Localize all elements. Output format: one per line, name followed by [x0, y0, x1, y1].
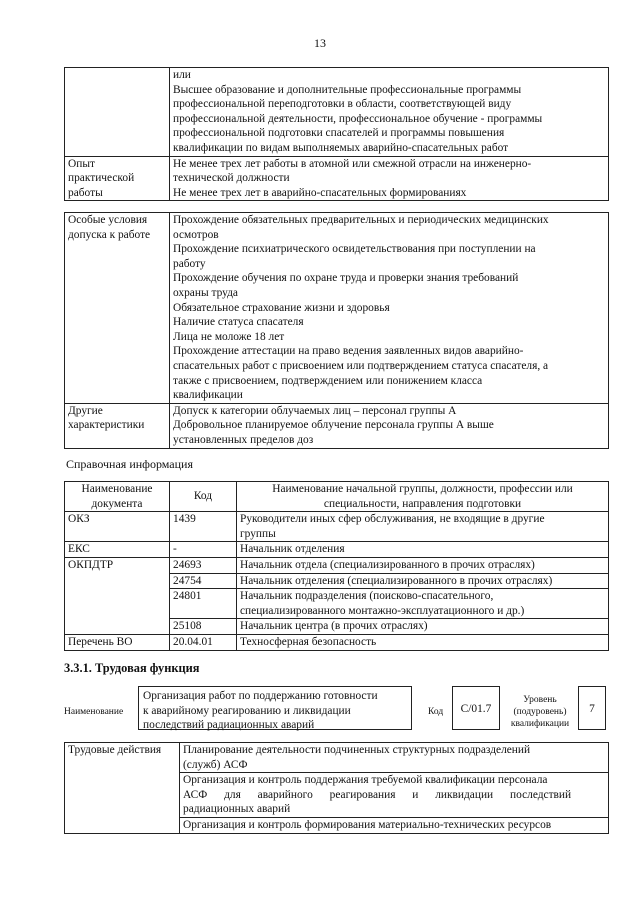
- code-cell: 24693: [170, 557, 237, 573]
- function-code-label: Код: [428, 707, 444, 717]
- education-line: профессиональной переподготовки в области, соответствующей виду: [173, 98, 512, 111]
- other-label-line: характеристики: [68, 419, 145, 432]
- level-label-line: (подуровень): [513, 707, 567, 717]
- labor-action-item: [180, 817, 609, 833]
- other-label-line: Другие: [68, 404, 103, 417]
- code-cell: -: [170, 542, 237, 558]
- name-cell: [237, 512, 609, 542]
- reference-title: Справочная информация: [66, 457, 193, 471]
- doc-cell: Перечень ВО: [65, 634, 170, 650]
- table-row: [65, 542, 609, 558]
- table-row: [65, 634, 609, 650]
- code-cell: 24801: [170, 589, 237, 619]
- special-conditions-row: [65, 213, 609, 404]
- function-name-box: [138, 686, 412, 730]
- special-conditions-line: Прохождение аттестации на право ведения заявленных видов аварийно-: [173, 345, 524, 358]
- conditions-table: [64, 212, 609, 449]
- section-heading: 3.3.1. Трудовая функция: [64, 661, 200, 675]
- other-line: Добровольное планируемое облучение персонала группы А выше: [173, 419, 494, 432]
- header-name-line: Наименование начальной группы, должности, профессии или: [272, 483, 573, 495]
- name-cell: Начальник отделения: [237, 542, 609, 558]
- labor-action-item: [180, 773, 609, 818]
- experience-line: Не менее трех лет в аварийно-спасательных формированиях: [173, 186, 467, 199]
- header-name-line: специальности, направления подготовки: [323, 497, 522, 510]
- reference-table: [64, 481, 609, 651]
- labor-action-line: Планирование деятельности подчиненных структурных подразделений: [183, 744, 531, 756]
- special-conditions-line: Прохождение психиатрического освидетельствования при поступлении на: [173, 243, 536, 256]
- header-doc: [65, 482, 170, 512]
- education-cell: [170, 68, 609, 157]
- name-cell: Начальник центра (в прочих отраслях): [237, 619, 609, 635]
- name-line: группы: [240, 527, 276, 540]
- requirements-table: [64, 67, 609, 201]
- special-conditions-line: работу: [173, 257, 206, 270]
- other-cell: [170, 403, 609, 448]
- doc-cell: ЕКС: [65, 542, 170, 558]
- header-code: Код: [170, 482, 237, 512]
- special-conditions-line: Лица не моложе 18 лет: [173, 330, 285, 343]
- education-line: Высшее образование и дополнительные профессиональные программы: [173, 83, 522, 96]
- special-conditions-line: квалификации: [173, 389, 243, 402]
- header-doc-line: документа: [91, 497, 143, 510]
- special-conditions-line: Обязательное страхование жизни и здоровья: [173, 301, 390, 314]
- name-line: Начальник подразделения (поисково-спасательного,: [240, 590, 494, 603]
- experience-cell: [170, 156, 609, 201]
- special-conditions-line: охраны труда: [173, 286, 238, 299]
- other-line: установленных пределов доз: [173, 433, 314, 446]
- level-label-line: Уровень: [523, 695, 557, 705]
- function-code-box: С/01.7: [452, 686, 500, 730]
- labor-actions-table: [64, 742, 609, 834]
- special-conditions-line: также с присвоением, подтверждением или понижением класса: [173, 374, 483, 387]
- labor-action-line: (служб) АСФ: [183, 758, 248, 771]
- name-cell: Начальник отдела (специализированного в прочих отраслях): [237, 557, 609, 573]
- name-cell: Начальник отделения (специализированного в прочих отраслях): [237, 573, 609, 589]
- other-line: Допуск к категории облучаемых лиц – персонал группы А: [173, 404, 457, 417]
- function-name-line: Организация работ по поддержанию готовности: [143, 690, 378, 702]
- table-row: [65, 557, 609, 573]
- function-name-line: последствий радиационных аварий: [143, 719, 315, 732]
- special-conditions-label-line: допуска к работе: [68, 228, 151, 241]
- doc-cell: ОКЗ: [65, 512, 170, 542]
- education-line: профессиональной подготовки спасателей и программы повышения: [173, 127, 505, 140]
- qualification-level-box: 7: [578, 686, 606, 730]
- name-line: специализированного монтажно-эксплуатационного и др.): [240, 604, 525, 617]
- experience-label-line: Опыт: [68, 157, 95, 170]
- qualification-level-label: [505, 694, 575, 730]
- other-label: [65, 403, 170, 448]
- experience-label: [65, 156, 170, 201]
- code-cell: 20.04.01: [170, 634, 237, 650]
- education-row: [65, 68, 609, 157]
- table-row: [65, 512, 609, 542]
- function-name-label: Наименование: [64, 707, 124, 717]
- experience-label-line: практической: [68, 172, 135, 185]
- header-doc-line: Наименование: [81, 483, 153, 495]
- special-conditions-line: осмотров: [173, 228, 219, 241]
- code-cell: 1439: [170, 512, 237, 542]
- education-label-cell: [65, 68, 170, 157]
- education-line: квалификации по видам выполняемых аварийно-спасательных работ: [173, 141, 509, 154]
- labor-action-line: Организация и контроль поддержания требуемой квалификации персонала: [183, 774, 548, 787]
- labor-actions-label: Трудовые действия: [65, 743, 180, 834]
- education-line: профессиональной деятельности, профессиональное обучение - программы: [173, 112, 543, 125]
- code-cell: 25108: [170, 619, 237, 635]
- education-line: или: [173, 69, 191, 81]
- name-line: Руководители иных сфер обслуживания, не входящие в другие: [240, 513, 545, 526]
- labor-action-line: Организация и контроль формирования материально-технических ресурсов: [183, 818, 552, 831]
- labor-action-line: радиационных аварий: [183, 803, 291, 816]
- special-conditions-label-line: Особые условия: [68, 214, 148, 226]
- experience-row: [65, 156, 609, 201]
- name-cell: [237, 589, 609, 619]
- labor-action-item: [180, 743, 609, 773]
- special-conditions-label: [65, 213, 170, 404]
- special-conditions-line: Прохождение обязательных предварительных и периодических медицинских: [173, 214, 549, 226]
- other-row: [65, 403, 609, 448]
- code-cell: 24754: [170, 573, 237, 589]
- experience-label-line: работы: [68, 186, 103, 199]
- doc-cell: ОКПДТР: [65, 557, 170, 634]
- special-conditions-cell: [170, 213, 609, 404]
- function-name-line: к аварийному реагированию и ликвидации: [143, 704, 351, 717]
- labor-action-row: [65, 743, 609, 773]
- experience-line: технической должности: [173, 172, 290, 185]
- page-number: 13: [314, 36, 326, 50]
- reference-header-row: [65, 482, 609, 512]
- level-label-line: квалификации: [510, 719, 570, 729]
- special-conditions-line: Наличие статуса спасателя: [173, 316, 304, 329]
- experience-line: Не менее трех лет работы в атомной или смежной отрасли на инженерно-: [173, 157, 532, 170]
- name-cell: Техносферная безопасность: [237, 634, 609, 650]
- labor-action-line: АСФ для аварийного реагирования и ликвидации последствий: [183, 788, 572, 801]
- header-name: [237, 482, 609, 512]
- special-conditions-line: Прохождение обучения по охране труда и проверки знания требований: [173, 272, 519, 285]
- special-conditions-line: спасательных работ с присвоением или подтверждением статуса спасателя, а: [173, 359, 549, 372]
